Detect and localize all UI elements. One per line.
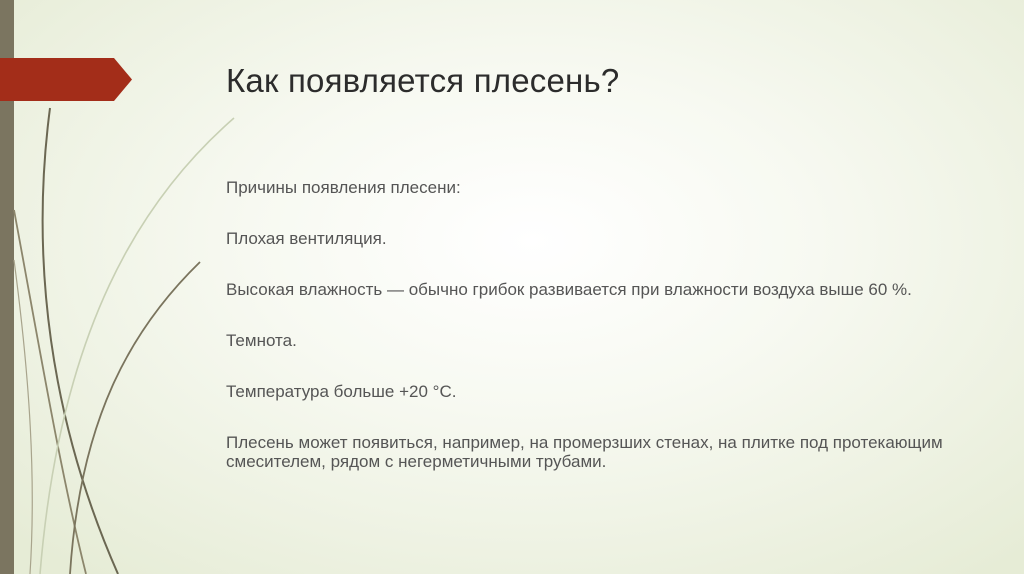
slide-body (226, 178, 946, 471)
swoosh-line-4 (40, 118, 234, 574)
swoosh-line-3 (70, 262, 200, 574)
body-paragraph-temperature: Температура больше +20 °С. (226, 382, 457, 401)
slide-title: Как появляется плесень? (226, 62, 620, 99)
body-paragraph-examples: Плесень может появиться, например, на промерзших стенах, на плитке под протекающим смесителем, рядом с негерметичными трубами. (226, 433, 943, 471)
swoosh-line-5 (14, 260, 32, 574)
swoosh-line-1 (43, 108, 118, 574)
body-paragraph-humidity: Высокая влажность — обычно грибок развивается при влажности воздуха выше 60 %. (226, 280, 912, 299)
body-paragraph-ventilation: Плохая вентиляция. (226, 229, 387, 248)
body-paragraph-causes-heading: Причины появления плесени: (226, 178, 461, 197)
body-paragraph-darkness: Темнота. (226, 331, 297, 350)
title-arrow-marker (0, 58, 132, 101)
